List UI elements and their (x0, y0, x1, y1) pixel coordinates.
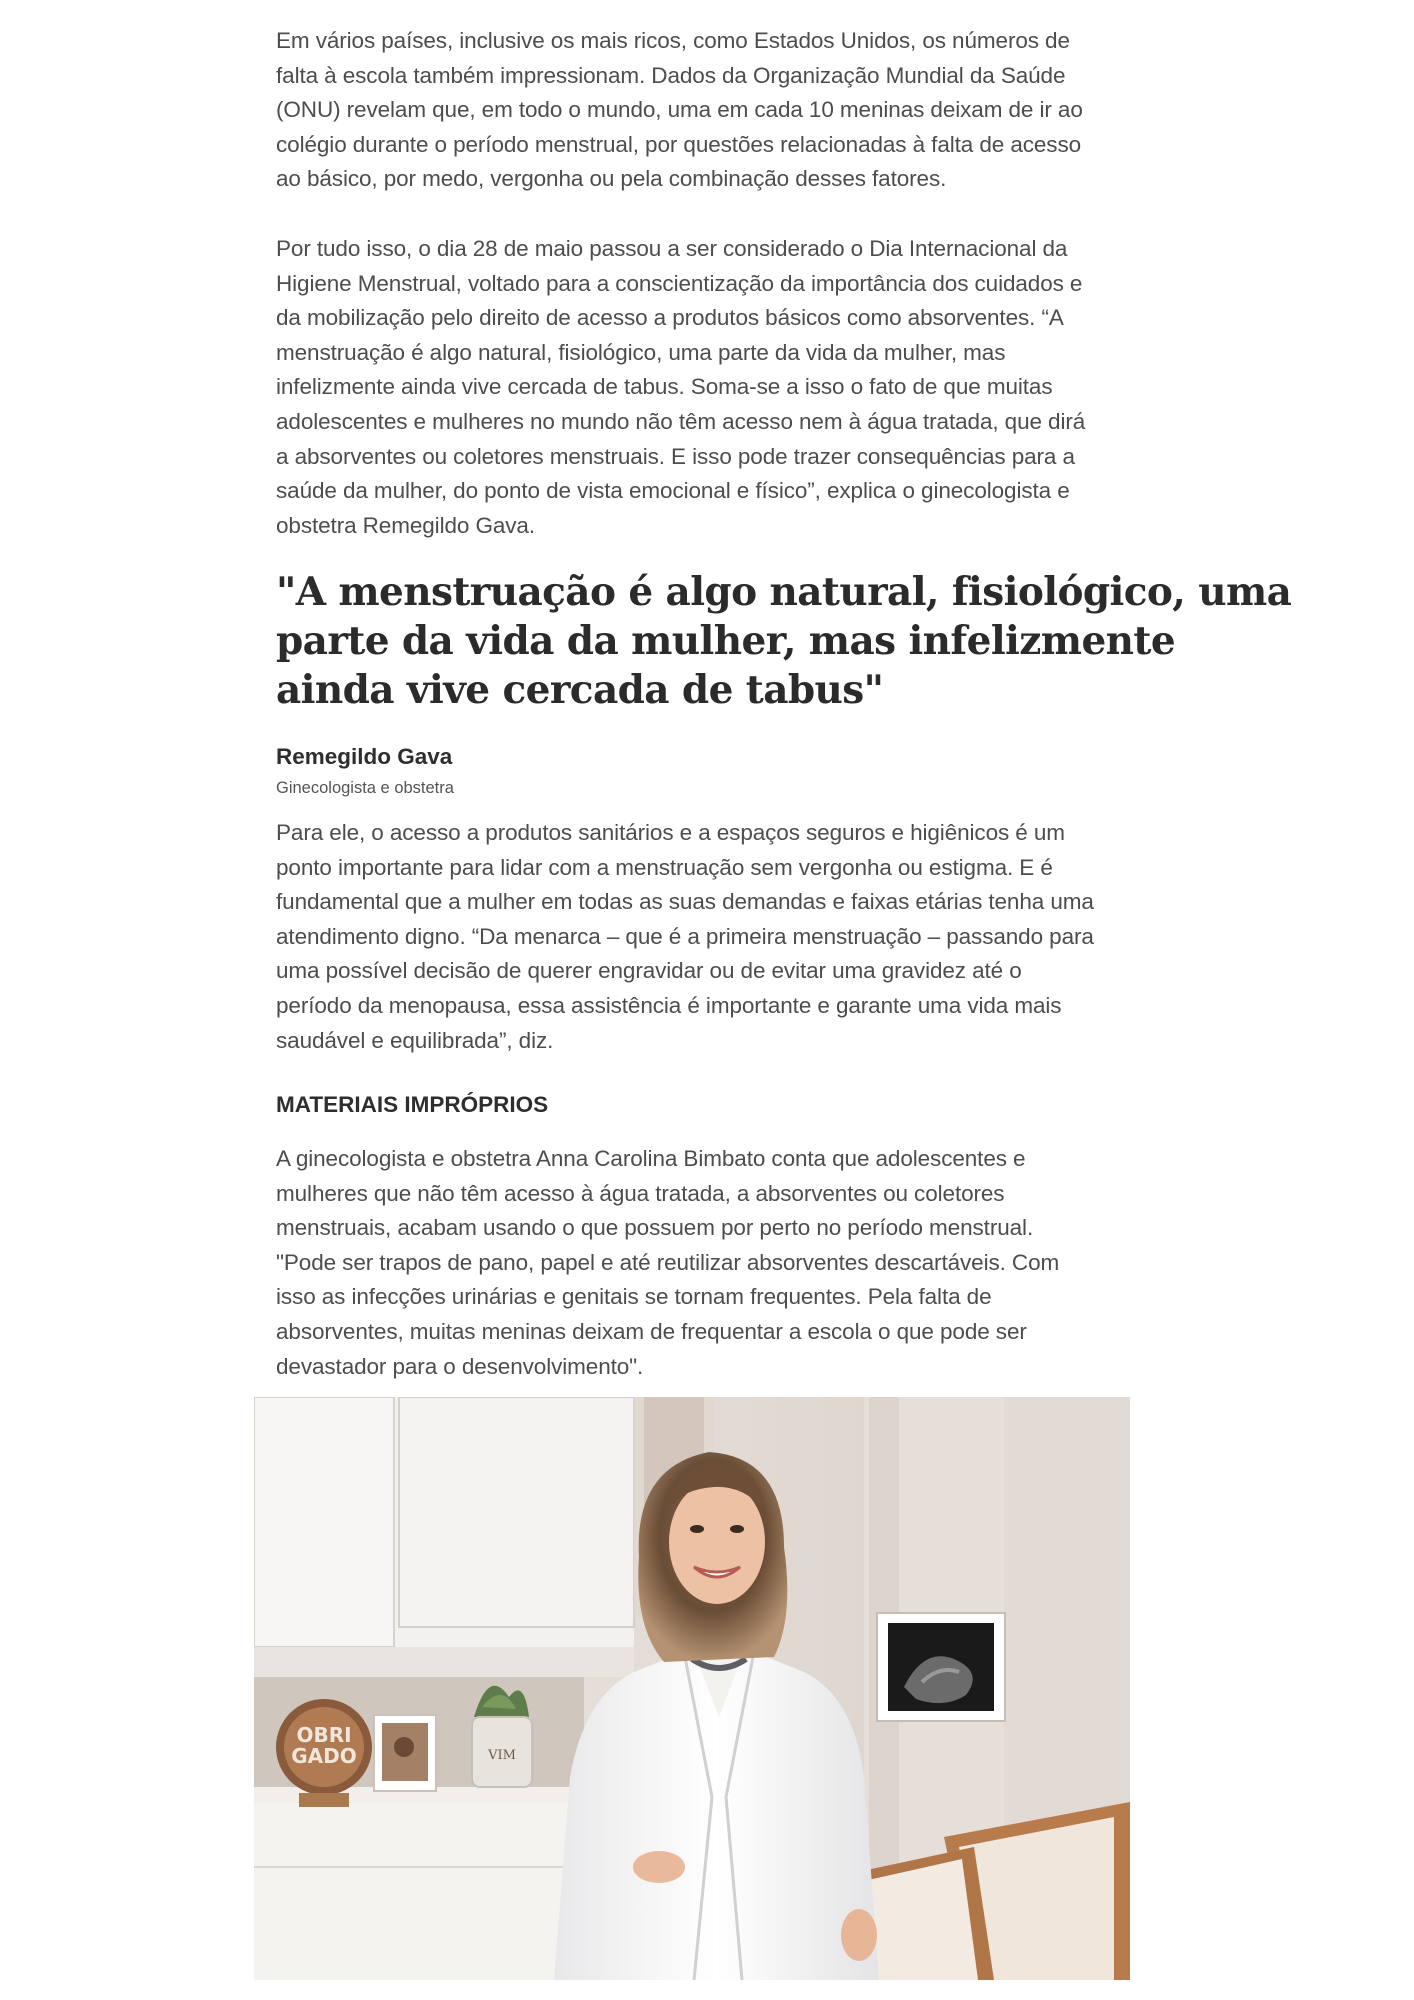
text-line: obstetra Remegildo Gava. (276, 512, 535, 538)
pull-quote-line: ainda vive cercada de tabus" (276, 667, 884, 713)
text-line: a absorventes ou coletores menstruais. E isso pode trazer consequências para a (276, 443, 1075, 469)
text-line: adolescentes e mulheres no mundo não têm acesso nem à água tratada, que dirá (276, 408, 1086, 434)
article-photo (254, 1397, 1130, 1980)
text-line: Higiene Menstrual, voltado para a conscientização da importância dos cuidados e (276, 270, 1083, 296)
quote-author-role: Ginecologista e obstetra (276, 779, 454, 797)
article-paragraph-1 (276, 24, 1083, 197)
decor-text-2: GADO (291, 1744, 357, 1768)
decor-text-1: OBRI (296, 1723, 352, 1747)
text-line: uma possível decisão de querer engravidar ou de evitar uma gravidez até o (276, 958, 1022, 984)
decor-text-3: VIM (488, 1748, 516, 1763)
text-line: Em vários países, inclusive os mais ricos, como Estados Unidos, os números de (276, 28, 1070, 53)
text-line: colégio durante o período menstrual, por questões relacionadas à falta de acesso (276, 131, 1082, 157)
text-line: Para ele, o acesso a produtos sanitários e a espaços seguros e higiênicos é um (276, 820, 1065, 845)
text-line: devastador para o desenvolvimento". (276, 1353, 644, 1379)
article-paragraph-4 (276, 1142, 1059, 1384)
pull-quote-line: parte da vida da mulher, mas infelizmente (276, 618, 1176, 664)
article-paragraph-2 (276, 232, 1085, 543)
text-line: saúde da mulher, do ponto de vista emocional e físico”, explica o ginecologista e (276, 478, 1070, 504)
text-line: menstruais, acabam usando o que possuem por perto no período menstrual. (276, 1215, 1034, 1241)
article-paragraph-3 (276, 816, 1094, 1058)
section-heading: MATERIAIS IMPRÓPRIOS (276, 1092, 549, 1117)
text-line: período da menopausa, essa assistência é importante e garante uma vida mais (276, 992, 1062, 1018)
text-line: atendimento digno. “Da menarca – que é a primeira menstruação – passando para (276, 923, 1094, 949)
text-line: menstruação é algo natural, fisiológico, uma parte da vida da mulher, mas (276, 339, 1006, 365)
text-line: infelizmente ainda vive cercada de tabus. Soma-se a isso o fato de que muitas (276, 374, 1053, 400)
text-line: falta à escola também impressionam. Dados da Organização Mundial da Saúde (276, 62, 1066, 88)
text-line: Por tudo isso, o dia 28 de maio passou a ser considerado o Dia Internacional da (276, 236, 1068, 261)
text-line: da mobilização pelo direito de acesso a produtos básicos como absorventes. “A (276, 305, 1064, 331)
text-line: absorventes, muitas meninas deixam de frequentar a escola o que pode ser (276, 1318, 1027, 1344)
pull-quote-line: "A menstruação é algo natural, fisiológico, uma (276, 569, 1292, 615)
text-line: saudável e equilibrada”, diz. (276, 1027, 554, 1053)
quote-author: Remegildo Gava (276, 744, 453, 769)
pull-quote (276, 568, 1291, 715)
text-line: fundamental que a mulher em todas as suas demandas e faixas etárias tenha uma (276, 889, 1094, 915)
text-line: (ONU) revelam que, em todo o mundo, uma em cada 10 meninas deixam de ir ao (276, 97, 1083, 123)
text-line: "Pode ser trapos de pano, papel e até reutilizar absorventes descartáveis. Com (276, 1249, 1060, 1275)
text-line: mulheres que não têm acesso à água tratada, a absorventes ou coletores (276, 1180, 1005, 1206)
text-line: A ginecologista e obstetra Anna Carolina Bimbato conta que adolescentes e (276, 1146, 1026, 1171)
text-line: isso as infecções urinárias e genitais se tornam frequentes. Pela falta de (276, 1284, 992, 1310)
text-line: ao básico, por medo, vergonha ou pela combinação desses fatores. (276, 166, 947, 192)
text-line: ponto importante para lidar com a menstruação sem vergonha ou estigma. E é (276, 854, 1053, 880)
